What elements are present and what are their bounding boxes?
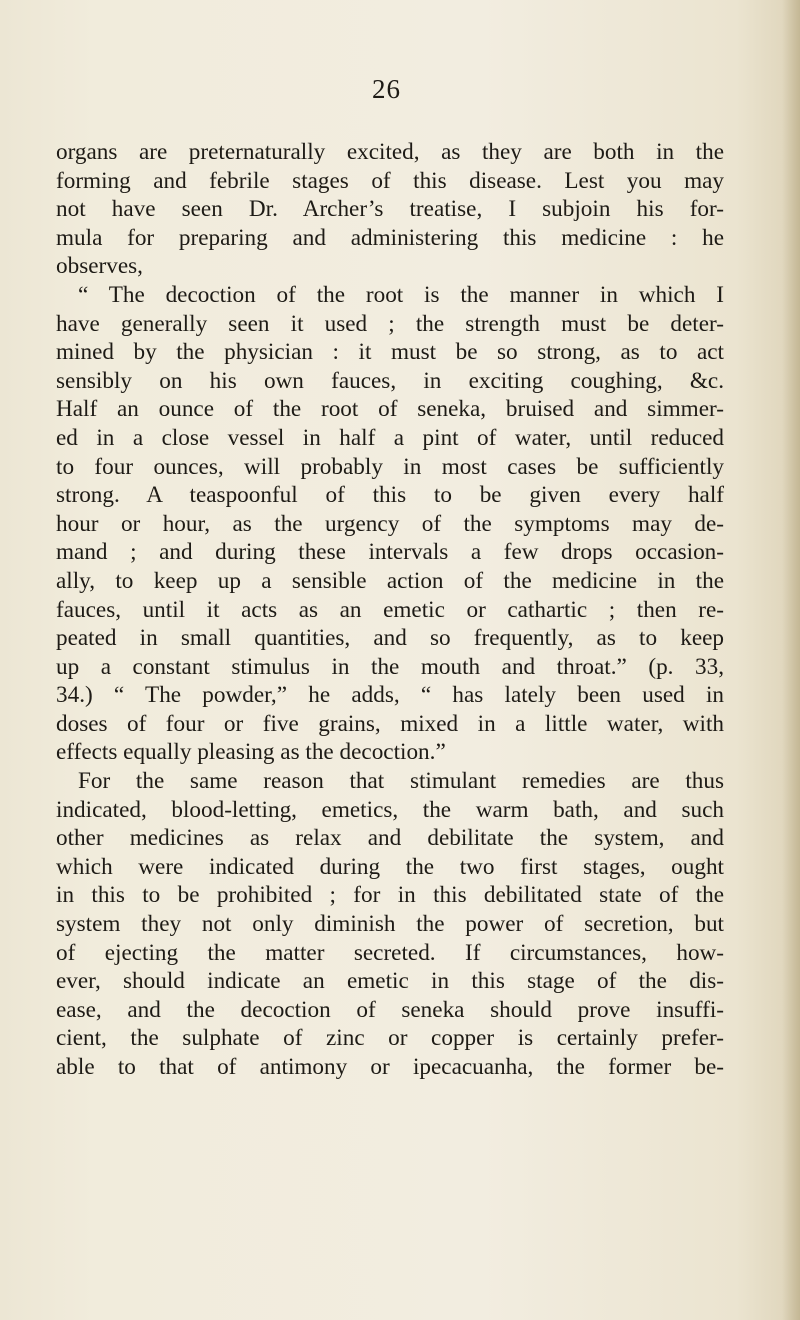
text-line: which were indicated during the two first stages, ought [56,853,724,880]
text-line: not have seen Dr. Archer’s treatise, I subjoin his for- [56,196,724,223]
text-line: 34.) “ The powder,” he adds, “ has lately been used in [56,682,724,709]
text-line: mula for preparing and administering this medicine : he [56,224,724,251]
text-line: other medicines as relax and debilitate the system, and [56,825,724,852]
text-line: ed in a close vessel in half a pint of water, until reduced [56,424,724,451]
text-line: “ The decoction of the root is the manner in which I [78,281,724,308]
text-line: ever, should indicate an emetic in this stage of the dis- [56,968,724,995]
text-line: able to that of antimony or ipecacuanha, the former be- [56,1054,724,1080]
body-text [56,138,724,1082]
text-line: organs are preternaturally excited, as they are both in the [56,139,724,165]
text-line: mand ; and during these intervals a few drops occasion- [56,539,724,566]
page-edge-shadow [782,0,800,1320]
text-line: of ejecting the matter secreted. If circumstances, how- [56,939,724,966]
text-line: sensibly on his own fauces, in exciting coughing, &c. [56,367,724,394]
text-line: hour or hour, as the urgency of the symptoms may de- [56,510,724,537]
text-line: effects equally pleasing as the decoction.” [56,739,446,766]
text-line: have generally seen it used ; the strength must be deter- [56,310,724,337]
text-line: observes, [56,253,143,280]
text-line: doses of four or five grains, mixed in a little water, with [56,710,724,737]
text-line: in this to be prohibited ; for in this debilitated state of the [56,882,724,909]
text-line: fauces, until it acts as an emetic or cathartic ; then re- [56,596,724,623]
text-line: ally, to keep up a sensible action of the medicine in the [56,567,724,594]
text-line: up a constant stimulus in the mouth and throat.” (p. 33, [56,653,724,680]
text-line: peated in small quantities, and so frequently, as to keep [56,625,724,652]
text-line: to four ounces, will probably in most cases be sufficiently [56,453,724,480]
text-line: mined by the physician : it must be so strong, as to act [56,339,724,366]
text-line: ease, and the decoction of seneka should prove insuffi- [56,996,724,1023]
text-line: system they not only diminish the power of secretion, but [56,911,724,938]
text-line: cient, the sulphate of zinc or copper is certainly prefer- [56,1025,724,1052]
text-line: forming and febrile stages of this disease. Lest you may [56,167,724,194]
text-line: strong. A teaspoonful of this to be given every half [56,482,724,509]
text-line: indicated, blood-letting, emetics, the warm bath, and such [56,796,724,823]
text-line: Half an ounce of the root of seneka, bruised and simmer- [56,396,724,423]
text-line: For the same reason that stimulant remedies are thus [78,768,724,795]
page-number: 26 [372,74,401,104]
